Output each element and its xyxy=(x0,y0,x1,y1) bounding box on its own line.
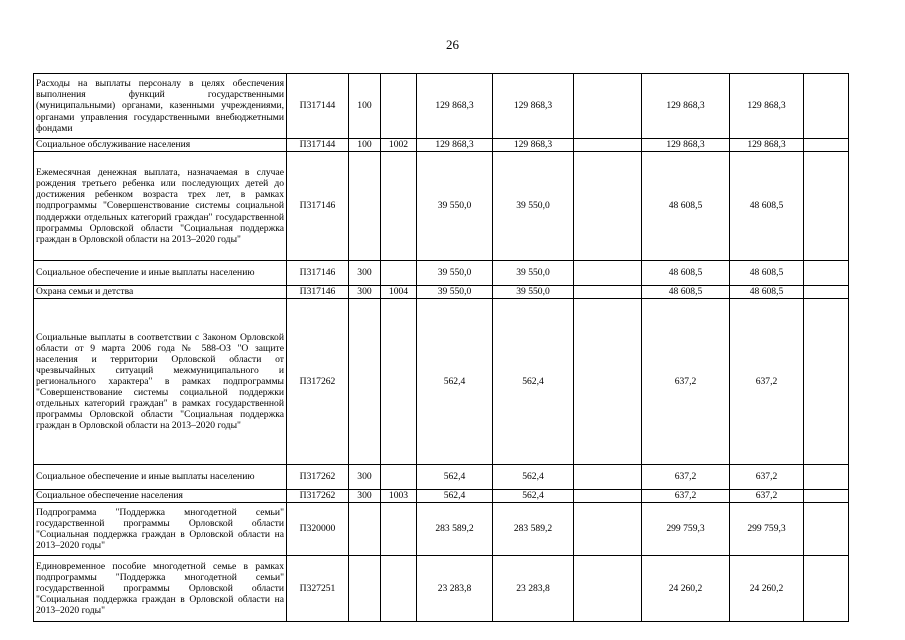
cell-amount-3 xyxy=(574,152,642,261)
cell-amount-1: 39 550,0 xyxy=(417,261,493,286)
cell-name: Расходы на выплаты персоналу в целях обеспечения выполнения функций государственными (муниципальными) органами, казенными учреждениями, органами управления государственными внебюджетными фондами xyxy=(34,74,287,139)
cell-amount-4: 48 608,5 xyxy=(642,261,730,286)
cell-expense-type: 100 xyxy=(349,139,381,152)
cell-amount-3 xyxy=(574,556,642,622)
cell-name: Ежемесячная денежная выплата, назначаемая в случае рождения третьего ребенка или последующих детей до достижения ребенком возраста трех лет, в рамках подпрограммы "Совершенствование системы социальной поддержки отдельных категорий граждан" государственной программы Орловской области "Социальная поддержка граждан в Орловской области на 2013–2020 годы" xyxy=(34,152,287,261)
cell-amount-1: 562,4 xyxy=(417,490,493,503)
cell-expense-type: 300 xyxy=(349,490,381,503)
cell-amount-3 xyxy=(574,139,642,152)
cell-section: 1004 xyxy=(381,286,417,299)
cell-target-article: П317262 xyxy=(287,465,349,490)
cell-section: 1003 xyxy=(381,490,417,503)
cell-amount-1: 562,4 xyxy=(417,465,493,490)
cell-name: Социальное обслуживание населения xyxy=(34,139,287,152)
cell-expense-type: 300 xyxy=(349,261,381,286)
cell-amount-1: 129 868,3 xyxy=(417,74,493,139)
cell-amount-2: 129 868,3 xyxy=(493,139,574,152)
table-row xyxy=(34,74,849,139)
cell-amount-6 xyxy=(804,503,849,556)
cell-amount-6 xyxy=(804,465,849,490)
cell-amount-6 xyxy=(804,74,849,139)
cell-expense-type xyxy=(349,152,381,261)
cell-amount-5: 637,2 xyxy=(730,490,804,503)
cell-target-article: П327251 xyxy=(287,556,349,622)
cell-amount-2: 283 589,2 xyxy=(493,503,574,556)
cell-amount-6 xyxy=(804,261,849,286)
cell-amount-1: 283 589,2 xyxy=(417,503,493,556)
table-row xyxy=(34,503,849,556)
cell-amount-5: 637,2 xyxy=(730,465,804,490)
cell-amount-5: 129 868,3 xyxy=(730,139,804,152)
cell-amount-6 xyxy=(804,299,849,465)
cell-amount-2: 39 550,0 xyxy=(493,286,574,299)
cell-amount-5: 48 608,5 xyxy=(730,152,804,261)
cell-section xyxy=(381,74,417,139)
cell-amount-3 xyxy=(574,465,642,490)
cell-amount-1: 39 550,0 xyxy=(417,286,493,299)
cell-amount-3 xyxy=(574,286,642,299)
cell-amount-2: 129 868,3 xyxy=(493,74,574,139)
cell-target-article: П317144 xyxy=(287,74,349,139)
cell-amount-4: 637,2 xyxy=(642,299,730,465)
table-row xyxy=(34,261,849,286)
cell-expense-type: 300 xyxy=(349,286,381,299)
cell-expense-type xyxy=(349,299,381,465)
cell-section xyxy=(381,556,417,622)
table-row xyxy=(34,152,849,261)
cell-amount-2: 562,4 xyxy=(493,299,574,465)
cell-name: Единовременное пособие многодетной семье в рамках подпрограммы "Поддержка многодетной семьи" государственной программы Орловской области "Социальная поддержка граждан в Орловской области на 2013–2020 годы" xyxy=(34,556,287,622)
cell-amount-6 xyxy=(804,139,849,152)
table-row xyxy=(34,299,849,465)
cell-amount-2: 562,4 xyxy=(493,465,574,490)
cell-target-article: П317144 xyxy=(287,139,349,152)
cell-amount-4: 637,2 xyxy=(642,490,730,503)
cell-section xyxy=(381,152,417,261)
cell-name: Социальное обеспечение и иные выплаты населению xyxy=(34,465,287,490)
cell-amount-5: 48 608,5 xyxy=(730,286,804,299)
cell-amount-3 xyxy=(574,74,642,139)
cell-target-article: П317146 xyxy=(287,152,349,261)
page-number: 26 xyxy=(446,37,459,52)
cell-amount-2: 39 550,0 xyxy=(493,152,574,261)
cell-amount-6 xyxy=(804,286,849,299)
table-row xyxy=(34,139,849,152)
cell-expense-type: 300 xyxy=(349,465,381,490)
cell-amount-2: 39 550,0 xyxy=(493,261,574,286)
table-row xyxy=(34,556,849,622)
cell-amount-1: 562,4 xyxy=(417,299,493,465)
cell-amount-5: 24 260,2 xyxy=(730,556,804,622)
cell-expense-type xyxy=(349,503,381,556)
cell-amount-2: 23 283,8 xyxy=(493,556,574,622)
cell-section: 1002 xyxy=(381,139,417,152)
cell-amount-4: 48 608,5 xyxy=(642,152,730,261)
cell-amount-1: 39 550,0 xyxy=(417,152,493,261)
cell-amount-4: 129 868,3 xyxy=(642,74,730,139)
table-body xyxy=(34,74,849,622)
cell-amount-3 xyxy=(574,503,642,556)
cell-amount-5: 637,2 xyxy=(730,299,804,465)
cell-section xyxy=(381,261,417,286)
cell-amount-3 xyxy=(574,261,642,286)
cell-expense-type: 100 xyxy=(349,74,381,139)
cell-name: Охрана семьи и детства xyxy=(34,286,287,299)
cell-amount-5: 48 608,5 xyxy=(730,261,804,286)
cell-amount-6 xyxy=(804,556,849,622)
cell-amount-5: 129 868,3 xyxy=(730,74,804,139)
cell-section xyxy=(381,503,417,556)
cell-amount-3 xyxy=(574,490,642,503)
cell-amount-6 xyxy=(804,152,849,261)
cell-section xyxy=(381,465,417,490)
cell-section xyxy=(381,299,417,465)
cell-amount-3 xyxy=(574,299,642,465)
budget-table xyxy=(33,73,849,622)
cell-target-article: П320000 xyxy=(287,503,349,556)
cell-name: Социальное обеспечение населения xyxy=(34,490,287,503)
cell-amount-4: 48 608,5 xyxy=(642,286,730,299)
cell-expense-type xyxy=(349,556,381,622)
cell-amount-4: 24 260,2 xyxy=(642,556,730,622)
cell-name: Подпрограмма "Поддержка многодетной семьи" государственной программы Орловской области "Социальная поддержка граждан в Орловской области на 2013–2020 годы" xyxy=(34,503,287,556)
cell-amount-6 xyxy=(804,490,849,503)
cell-target-article: П317262 xyxy=(287,490,349,503)
table-row xyxy=(34,490,849,503)
cell-amount-1: 23 283,8 xyxy=(417,556,493,622)
cell-amount-4: 637,2 xyxy=(642,465,730,490)
cell-target-article: П317146 xyxy=(287,261,349,286)
table-row xyxy=(34,465,849,490)
cell-amount-1: 129 868,3 xyxy=(417,139,493,152)
cell-amount-4: 299 759,3 xyxy=(642,503,730,556)
cell-name: Социальные выплаты в соответствии с Законом Орловской области от 9 марта 2006 года № 588-ОЗ "О защите населения и территории Орловской области от чрезвычайных ситуаций межмуниципального и регионального характера" в рамках подпрограммы "Совершенствование системы социальной поддержки отдельных категорий граждан" в рамках государственной программы Орловской области "Социальная поддержка граждан в Орловской области на 2013–2020 годы" xyxy=(34,299,287,465)
cell-amount-2: 562,4 xyxy=(493,490,574,503)
cell-name: Социальное обеспечение и иные выплаты населению xyxy=(34,261,287,286)
cell-target-article: П317262 xyxy=(287,299,349,465)
cell-amount-4: 129 868,3 xyxy=(642,139,730,152)
cell-amount-5: 299 759,3 xyxy=(730,503,804,556)
cell-target-article: П317146 xyxy=(287,286,349,299)
table-row xyxy=(34,286,849,299)
